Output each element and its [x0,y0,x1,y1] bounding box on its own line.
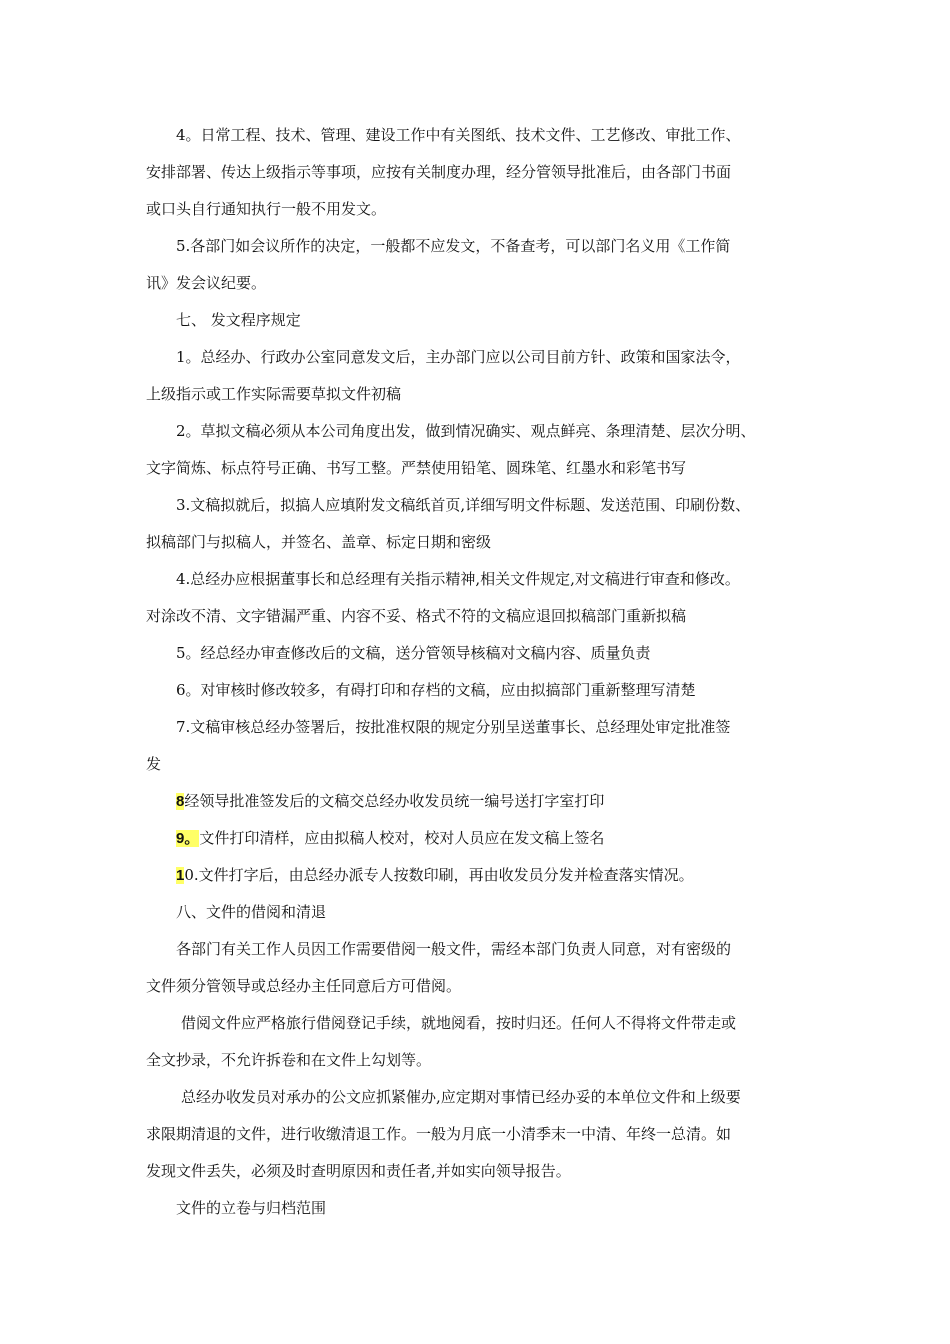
paragraph-line: 借阅文件应严格旅行借阅登记手续，就地阅看，按时归还。任何人不得将文件带走或 [181,1014,737,1032]
paragraph-line: 总经办收发员对承办的公文应抓紧催办,应定期对事情已经办妥的本单位文件和上级要 [181,1088,741,1106]
paragraph-line: 发 [146,755,162,773]
paragraph-line: 1。总经办、行政办公室同意发文后，主办部门应以公司目前方针、政策和国家法令， [176,348,741,366]
paragraph-line: 5.各部门如会议所作的决定，一般都不应发文，不备查考，可以部门名义用《工作简 [176,237,731,255]
paragraph-line: 拟稿部门与拟稿人，并签名、盖章、标定日期和密级 [146,533,492,551]
list-item-text: 文件打印清样，应由拟稿人校对，校对人员应在发文稿上签名 [199,829,605,847]
paragraph-line: 全文抄录，不允许拆卷和在文件上勾划等。 [146,1051,432,1069]
paragraph-line: 文字简炼、标点符号正确、书写工整。严禁使用铅笔、圆珠笔、红墨水和彩笔书写 [146,459,687,477]
section-heading: 八、文件的借阅和清退 [176,903,327,921]
section-heading: 七、 发文程序规定 [176,311,301,329]
paragraph-line: 7.文稿审核总经办签署后，按批准权限的规定分别呈送董事长、总经理处审定批准签 [176,718,731,736]
paragraph-line: 6。对审核时修改较多，有碍打印和存档的文稿，应由拟搞部门重新整理写清楚 [176,681,696,699]
paragraph-line: 5。经总经办审查修改后的文稿，送分管领导核稿对文稿内容、质量负责 [176,644,651,662]
highlighted-number: 9。 [176,830,200,847]
list-item-text: 经领导批准签发后的文稿交总经办收发员统一编号送打字室打印 [184,792,605,810]
paragraph-line: 求限期清退的文件，进行收缴清退工作。一般为月底一小清季末一中清、年终一总清。如 [146,1125,732,1143]
section-heading: 文件的立卷与归档范围 [176,1199,327,1217]
list-item-text: 文件打字后，由总经办派专人按数印刷，再由收发员分发并检查落实情况。 [198,866,694,884]
paragraph-line: 上级指示或工作实际需要草拟文件初稿 [146,385,402,403]
paragraph-line: 4.总经办应根据董事长和总经理有关指示精神,相关文件规定,对文稿进行审查和修改。 [176,570,740,588]
paragraph-line: 讯》发会议纪要。 [146,274,267,292]
highlighted-number: 1 [176,867,185,884]
paragraph-line: 发现文件丢失，必须及时查明原因和责任者,并如实向领导报告。 [146,1162,571,1180]
list-item [146,790,820,812]
paragraph-line: 文件须分管领导或总经办主任同意后方可借阅。 [146,977,462,995]
paragraph-line: 4。日常工程、技术、管理、建设工作中有关图纸、技术文件、工艺修改、审批工作、 [176,126,741,144]
paragraph-line: 2。草拟文稿必须从本公司角度出发，做到情况确实、观点鲜亮、条理清楚、层次分明、 [176,422,756,440]
highlighted-number: 8 [176,793,185,810]
list-item [146,864,820,886]
paragraph-line: 安排部署、传达上级指示等事项，应按有关制度办理，经分管领导批准后，由各部门书面 [146,163,732,181]
paragraph-line: 3.文稿拟就后，拟搞人应填附发文稿纸首页,详细写明文件标题、发送范围、印刷份数、 [176,496,751,514]
paragraph-line: 各部门有关工作人员因工作需要借阅一般文件，需经本部门负责人同意，对有密级的 [176,940,732,958]
paragraph-line: 对涂改不清、文字错漏严重、内容不妥、格式不符的文稿应退回拟稿部门重新拟稿 [146,607,687,625]
paragraph-line: 或口头自行通知执行一般不用发文。 [146,200,387,218]
list-item-number-rest: 0. [184,866,199,884]
list-item [146,827,820,849]
